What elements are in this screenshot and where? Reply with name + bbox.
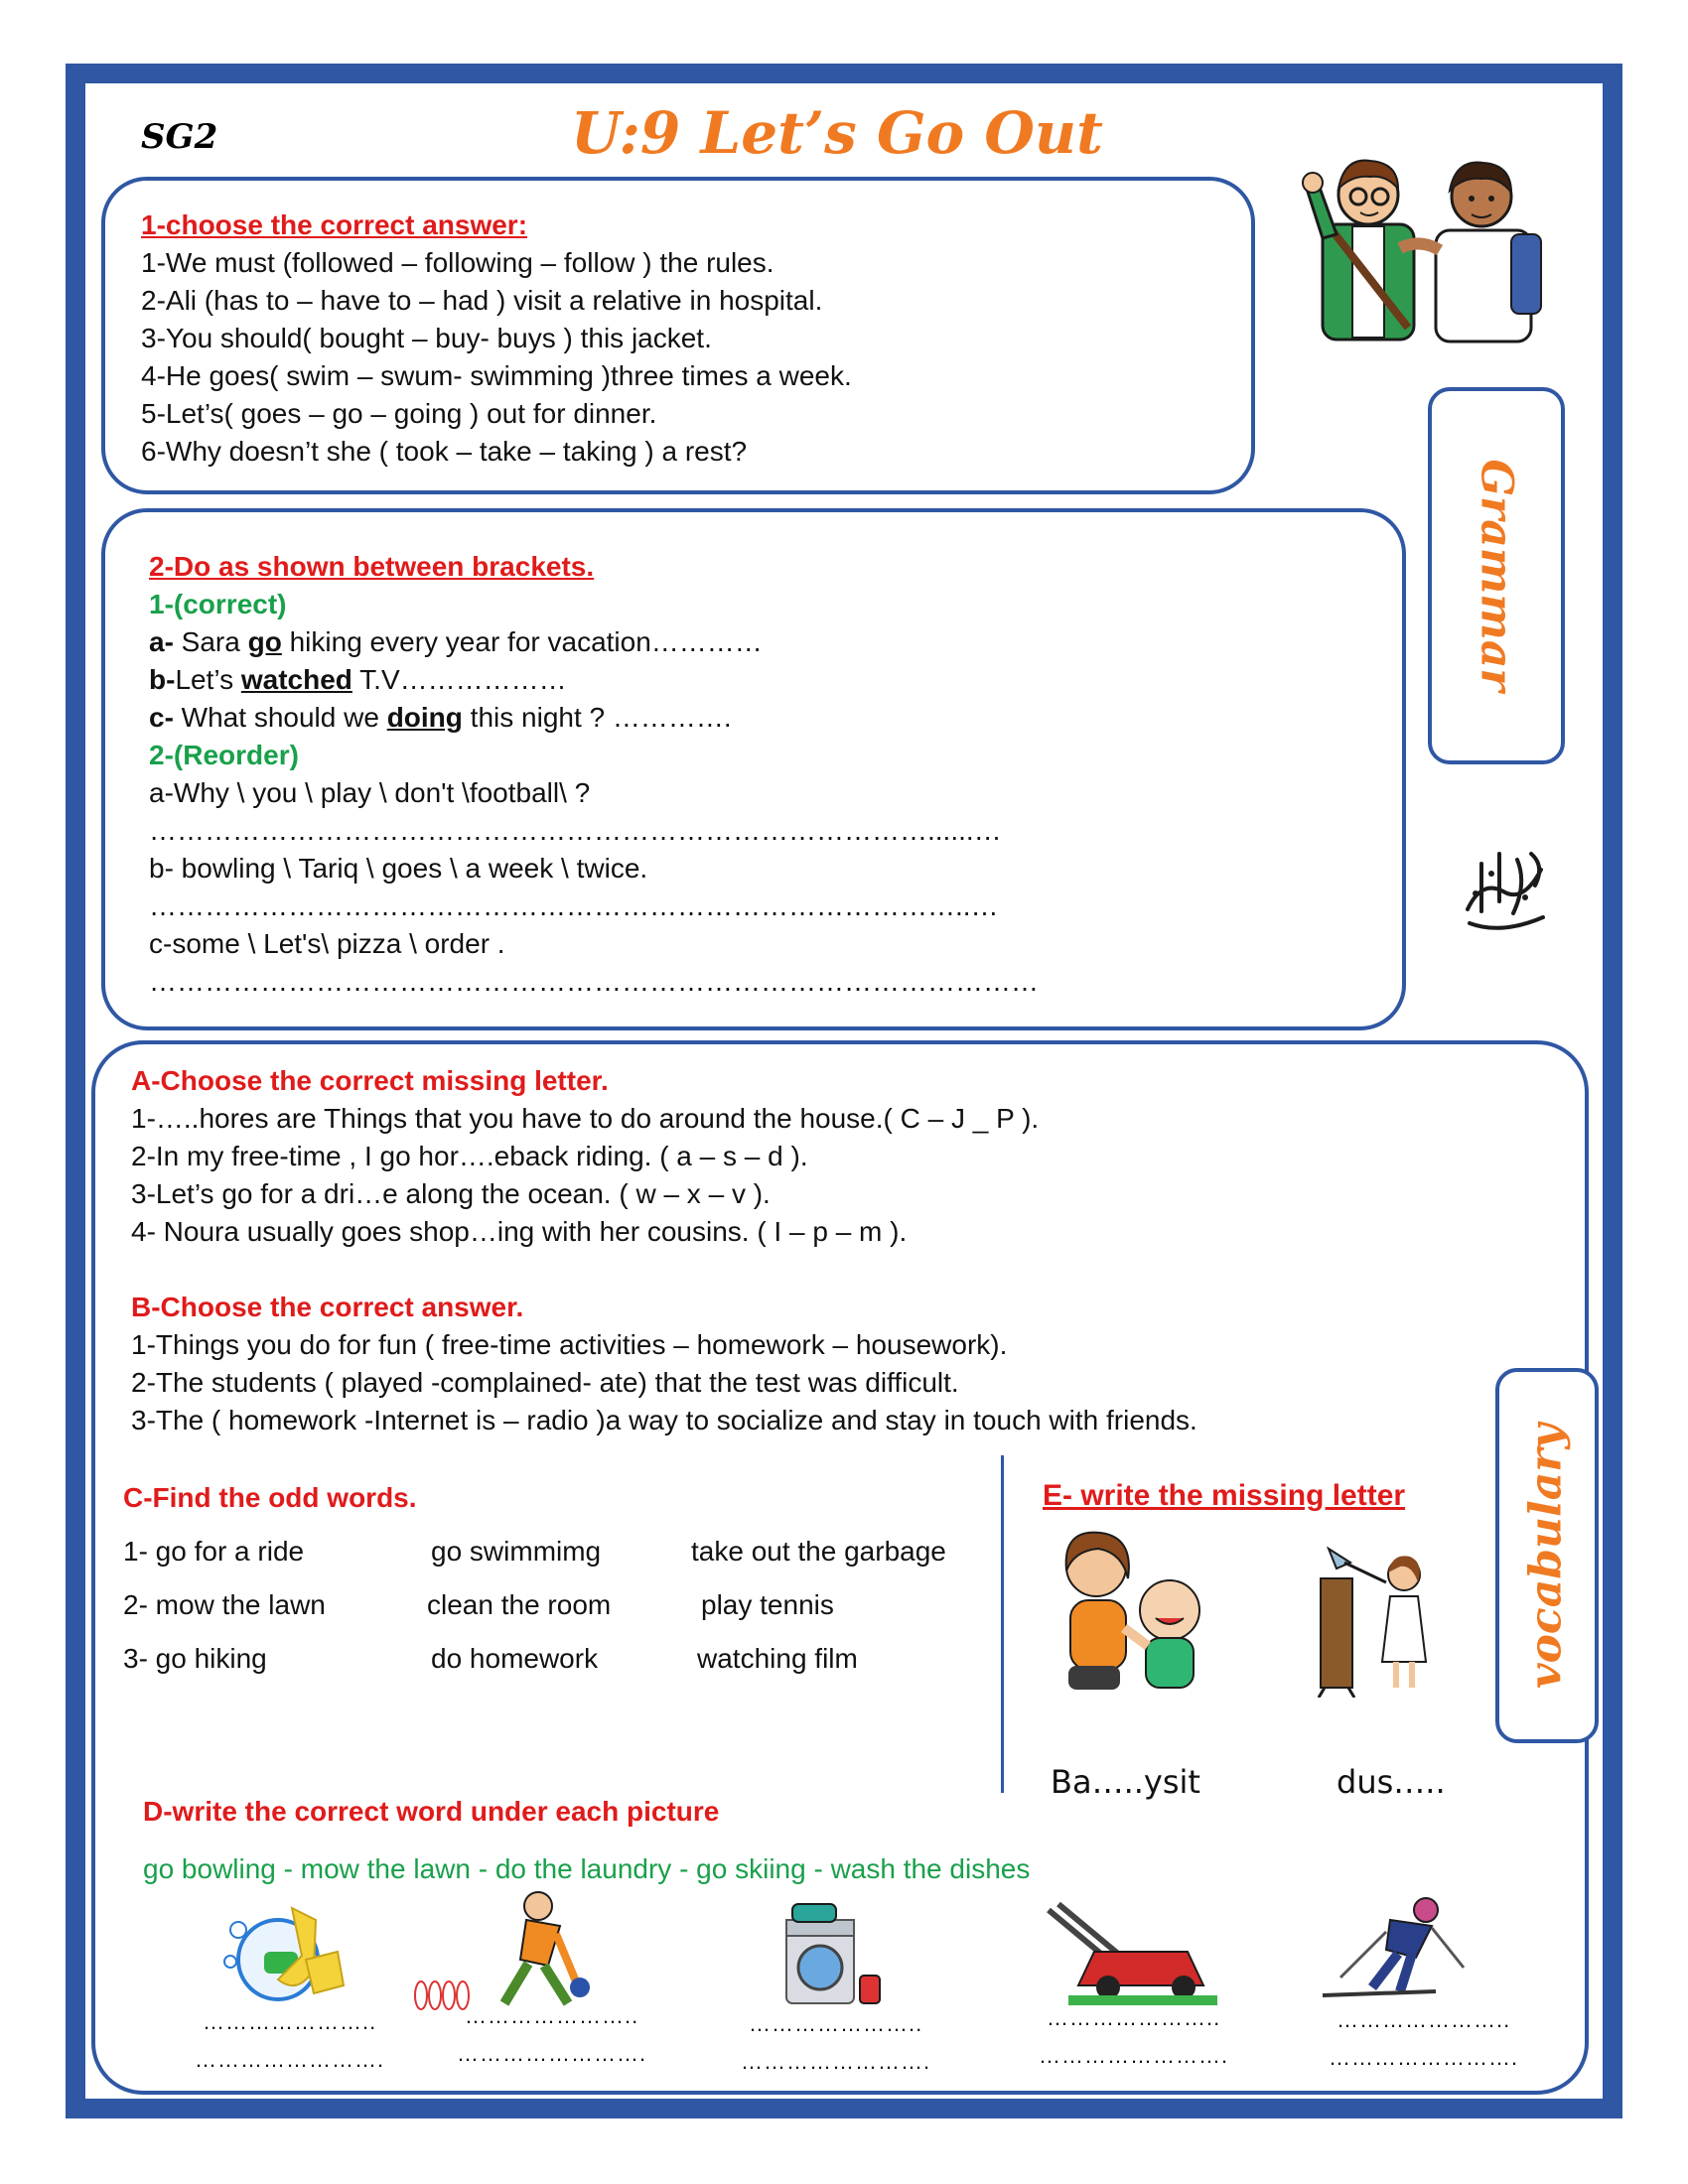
- odd-word-cell[interactable]: watching film: [697, 1643, 858, 1674]
- picture-1-answer-line[interactable]: …………………..: [203, 2009, 377, 2034]
- dusting-illustration: [1301, 1539, 1479, 1698]
- section-a-item-2: 2-In my free-time , I go hor….eback riding. ( a – s – d ).: [131, 1141, 808, 1171]
- picture-5-answer-line[interactable]: …………………..: [1336, 2007, 1511, 2032]
- page-title: U:9 Let’s Go Out: [571, 99, 1103, 167]
- babysitting-illustration: [1045, 1519, 1243, 1698]
- reorder-answer-line-b[interactable]: ……………………………………………………………………………..…: [149, 890, 999, 921]
- picture-4-answer-line[interactable]: …………………….: [1039, 2043, 1229, 2068]
- picture-1-answer-line[interactable]: …………………….: [195, 2047, 385, 2072]
- section-c-heading: C-Find the odd words.: [123, 1482, 417, 1513]
- section-b-item-1: 1-Things you do for fun ( free-time activities – homework – housework).: [131, 1329, 1008, 1360]
- section-a-item-4: 4- Noura usually goes shop…ing with her cousins. ( I – p – m ).: [131, 1216, 908, 1247]
- section-e-heading: E- write the missing letter: [1043, 1479, 1406, 1512]
- calligraphy-logo: [1452, 840, 1559, 937]
- missing-letter-word-2[interactable]: dus…..: [1336, 1763, 1446, 1801]
- section-a-heading: A-Choose the correct missing letter.: [131, 1065, 609, 1096]
- reorder-label: 2-(Reorder): [149, 740, 299, 770]
- choose-correct-answer-section: [141, 206, 852, 471]
- picture-2-answer-line[interactable]: …………………….: [457, 2041, 647, 2066]
- section-b-item-3: 3-The ( homework -Internet is – radio )a way to socialize and stay in touch with friends.: [131, 1405, 1197, 1435]
- picture-3-answer-line[interactable]: …………………….: [741, 2049, 931, 2074]
- reorder-item-a: a-Why \ you \ play \ don't \football\ ?: [149, 777, 591, 808]
- two-boys-illustration: [1301, 139, 1559, 347]
- picture-3-answer-line[interactable]: …………………..: [749, 2011, 923, 2036]
- reorder-answer-line-a[interactable]: …………………………………………………………………………......…: [149, 815, 1002, 846]
- section-d-heading: D-write the correct word under each picture: [143, 1796, 720, 1827]
- section-a-item-3: 3-Let’s go for a dri…e along the ocean. ( w – x – v ).: [131, 1178, 771, 1209]
- section-b-heading: B-Choose the correct answer.: [131, 1292, 524, 1322]
- question-2: 2-Ali (has to – have to – had ) visit a relative in hospital.: [141, 285, 823, 316]
- correct-label: 1-(correct): [149, 589, 287, 619]
- picture-5-answer-line[interactable]: …………………….: [1329, 2045, 1519, 2070]
- washing-dishes-picture: [218, 1900, 357, 2009]
- correct-item-b: b-Let’s watched T.V………………: [149, 664, 567, 695]
- odd-word-cell[interactable]: 1- go for a ride: [123, 1536, 305, 1567]
- correct-item-c: c- What should we doing this night ? ………….: [149, 702, 732, 733]
- picture-4-answer-line[interactable]: …………………..: [1047, 2005, 1221, 2030]
- picture-2-answer-line[interactable]: …………………..: [465, 2003, 639, 2028]
- odd-word-cell[interactable]: go swimmimg: [431, 1536, 602, 1567]
- missing-letter-word-1[interactable]: Ba…..ysit: [1051, 1763, 1200, 1801]
- question-5: 5-Let’s( goes – go – going ) out for dinner.: [141, 398, 657, 429]
- grammar-label: Grammar: [1471, 459, 1522, 692]
- bowling-picture: [409, 1886, 598, 2015]
- laundry-picture: [776, 1900, 886, 2009]
- section-a-item-1: 1-…..hores are Things that you have to do around the house.( C – J _ P ).: [131, 1103, 1040, 1134]
- vocab-correct-answer-section: [131, 1289, 1197, 1439]
- question-4: 4-He goes( swim – swum- swimming )three times a week.: [141, 360, 852, 391]
- odd-word-cell[interactable]: play tennis: [701, 1589, 834, 1620]
- section-2-heading: 2-Do as shown between brackets.: [149, 551, 595, 582]
- word-bank: go bowling - mow the lawn - do the laundry - go skiing - wash the dishes: [143, 1853, 1031, 1884]
- lawn-mower-picture: [1039, 1900, 1227, 2009]
- do-as-shown-section: [149, 548, 1039, 1001]
- odd-word-cell[interactable]: 3- go hiking: [123, 1643, 267, 1674]
- skiing-picture: [1317, 1892, 1476, 2011]
- correct-item-a: a- Sara go hiking every year for vacation…………: [149, 626, 763, 657]
- odd-word-cell[interactable]: take out the garbage: [691, 1536, 946, 1567]
- reorder-item-b: b- bowling \ Tariq \ goes \ a week \ twice.: [149, 853, 648, 884]
- question-3: 3-You should( bought – buy- buys ) this jacket.: [141, 323, 712, 353]
- section-divider: [1001, 1455, 1004, 1793]
- vocabulary-label: vocabulary: [1520, 1424, 1572, 1689]
- odd-word-cell[interactable]: clean the room: [427, 1589, 612, 1620]
- question-6: 6-Why doesn’t she ( took – take – taking ) a rest?: [141, 436, 748, 467]
- reorder-answer-line-c[interactable]: ……………………………………………………………………………………: [149, 966, 1039, 997]
- reorder-item-c: c-some \ Let's\ pizza \ order .: [149, 928, 505, 959]
- missing-letter-section: [131, 1062, 1039, 1251]
- section-1-heading: 1-choose the correct answer:: [141, 209, 528, 240]
- section-b-item-2: 2-The students ( played -complained- ate) that the test was difficult.: [131, 1367, 959, 1398]
- odd-word-cell[interactable]: do homework: [431, 1643, 599, 1674]
- sheet-code: SG2: [141, 117, 218, 157]
- odd-word-cell[interactable]: 2- mow the lawn: [123, 1589, 326, 1620]
- question-1: 1-We must (followed – following – follow ) the rules.: [141, 247, 774, 278]
